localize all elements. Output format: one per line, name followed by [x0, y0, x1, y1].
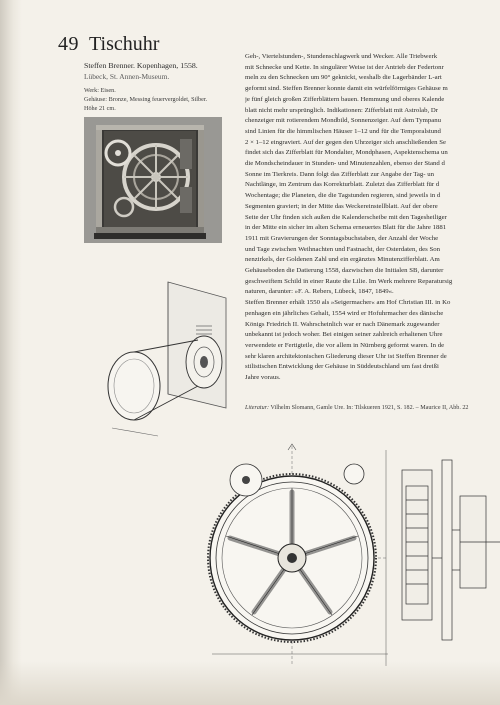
literature-text: Vilhelm Slomann, Gamle Ure. In: Tilskueren 1921, S. 182. – Maurice II, Abb. 22: [270, 405, 469, 411]
body-line: penhagen ein jährliches Gehalt, 1554 wird er Hofuhrmacher des dänische: [245, 309, 444, 317]
body-line: 2 × 1–12 eingraviert. Auf der gegen den Uhrzeiger sich anschließenden Se: [245, 138, 446, 146]
body-line: Sonne im Tierkreis. Dann folgt das Zifferblatt zur Angabe der Tag- un: [245, 170, 434, 178]
literature-label: Literatur:: [245, 405, 270, 411]
body-line: geschweiftem Schild in einer Raute die Lilie. Im Werk mehrere Reparatursig: [245, 277, 453, 285]
body-line: stilistischen Entwicklung der Gehäuse in Süddeutschland um fast dreißi: [245, 363, 439, 371]
body-line: verwendete er Fertigteile, die vor allem in Nürnberg geformt waren. In de: [245, 341, 445, 349]
museum-line: Lübeck, St. Annen-Museum.: [84, 71, 170, 81]
gear-train-drawing-art: [206, 440, 500, 668]
page-gutter-shadow: [0, 0, 22, 705]
spring-barrel-drawing: [98, 278, 238, 438]
body-line: und Tage zwischen Weihnachten und Fastnacht, der Osterdaten, des Son: [245, 245, 440, 253]
body-line: meln zu den Schnecken um 90° geknickt, weshalb die Lagerbänder L-art: [245, 74, 442, 82]
body-line: in der Mitte ein sicher im alten Schema erneuertes Blatt für die Jahre 1881: [245, 224, 447, 232]
body-line: Seite der Uhr finden sich außen die Kalenderscheibe mit den Tagesheiliger: [245, 213, 447, 221]
body-line: Gehäuseboden die Datierung 1558, dazwischen die Initialen SB, darunter: [245, 267, 444, 275]
body-line: Segmenten graviert; in der Mitte das Weckereinstellblatt. Auf der obere: [245, 202, 438, 210]
body-line: geformt sind. Steffen Brenner konnte damit ein würfelförmiges Gehäuse m: [245, 85, 448, 93]
body-line: sehr klaren architektonischen Gliederung dieser Uhr ist Steffen Brenner de: [245, 352, 447, 360]
maker-and-location: [84, 61, 234, 82]
body-line: Wochentage; die Planeten, die die Tagstunden regieren, sind jeweils in d: [245, 192, 441, 200]
body-line: chenzeiger mit rotierendem Mondbild, Sonnenzeiger. Auf dem Tympanu: [245, 117, 442, 125]
materials-block: [84, 86, 234, 114]
page-bottom-shading: [0, 661, 500, 705]
body-line: blatt nicht mehr ursprünglich. Indikationen: Zifferblatt mit Astrolab, Dr: [245, 106, 438, 114]
description-body: [245, 52, 500, 384]
body-line: sind Linien für die himmlischen Häuser 1–12 und für die Temporalstund: [245, 127, 441, 135]
clock-movement-photo: [84, 117, 222, 243]
spring-barrel-drawing-art: [98, 278, 238, 438]
body-line: findet sich das Zifferblatt für Mondalter, Mondphasen, Aspektenschema un: [245, 149, 448, 157]
body-line: je fünf gleich großen Zifferblättern bauen. Hemmung und oberes Kalende: [245, 95, 445, 103]
body-line: Königs Friedrich II. Wahrscheinlich war er nach Dänemark zugewander: [245, 320, 440, 328]
clock-movement-photo-art: [84, 117, 222, 243]
maker-line: Steffen Brenner. Kopenhagen, 1558.: [84, 61, 198, 70]
body-line: unbekannt ist jedoch woher. Bei einigen seiner zahlreich erhaltenen Uhre: [245, 331, 443, 339]
body-line: Nachtlänge, im Zentrum das Korrekturblatt. Zuletzt das Zifferblatt für d: [245, 181, 440, 189]
body-line: Geh-, Viertelstunden-, Stundenschlagwerk und Wecker. Alle Triebwerk: [245, 53, 438, 60]
material-movement: Werk: Eisen.: [84, 87, 116, 94]
entry-number: 49: [58, 33, 79, 55]
body-line: nenzirkels, der Goldenen Zahl und ein ergänztes Minutenzifferblatt. Am: [245, 256, 440, 264]
entry-title: Tischuhr: [89, 33, 160, 55]
body-line: Steffen Brenner erhält 1550 als »Seigermacher« am Hof Christian III. in Ko: [245, 299, 451, 307]
dimension-height: Höhe 21 cm.: [84, 105, 116, 113]
literature-note: [245, 404, 500, 413]
body-line: mit Schnecke und Kette. In singulärer Weise ist der Antrieb der Federtonr: [245, 63, 444, 71]
body-line: Jahre voraus.: [245, 374, 281, 382]
gear-train-drawing: [206, 440, 500, 668]
body-line: naturen, darunter: »F. A. Rebers, Lübeck, 1847, 1849«.: [245, 288, 394, 296]
material-case: Gehäuse: Bronze, Messing feuervergoldet, Silber.: [84, 96, 208, 104]
body-line: die Mondscheindauer in Stunden- und Minutenzahlen, ebenso der Stand d: [245, 160, 445, 168]
body-line: 1911 mit Gravierungen der Sonntagsbuchstaben, der Anzahl der Woche: [245, 234, 439, 242]
entry-heading: [58, 33, 159, 56]
